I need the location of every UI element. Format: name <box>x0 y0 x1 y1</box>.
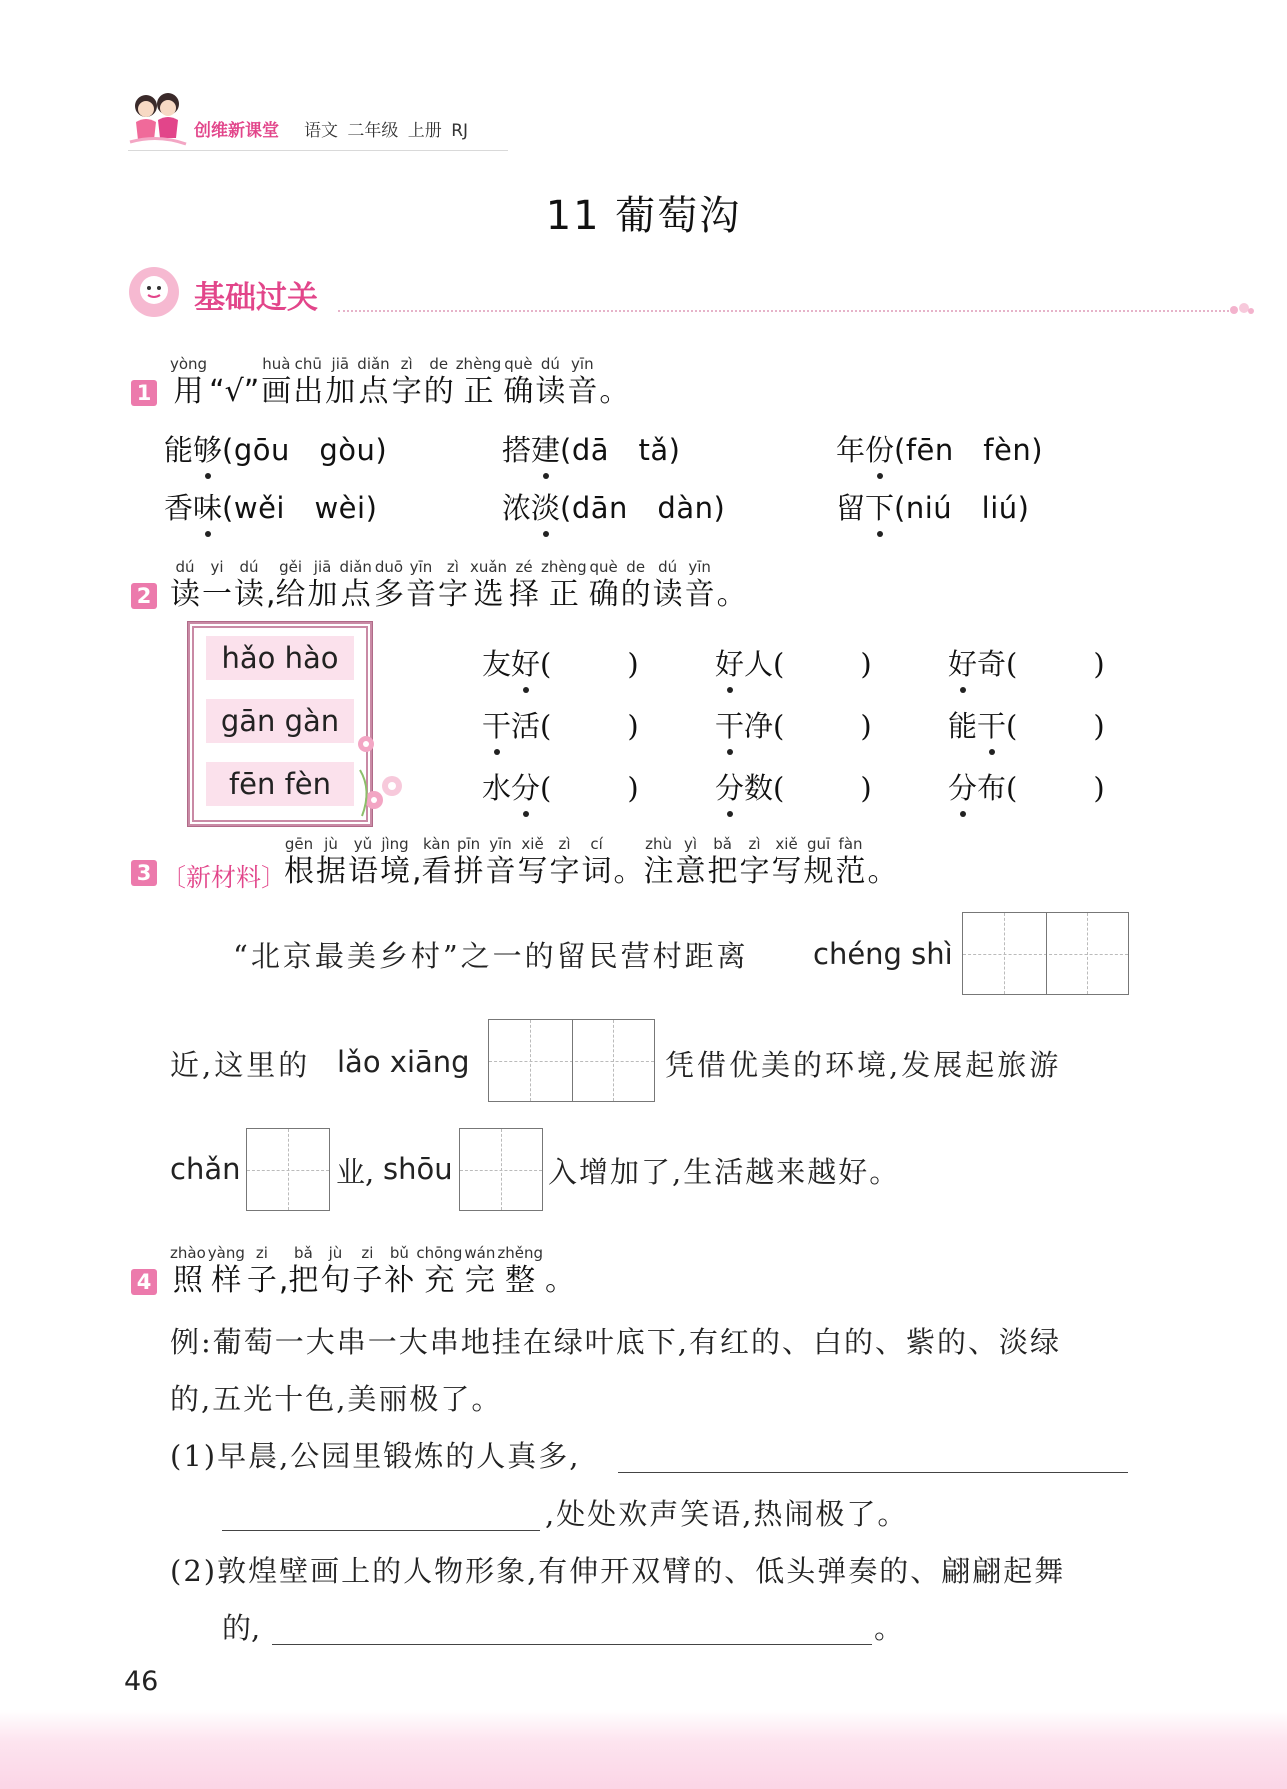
pinyin-annotation: yīn <box>688 558 711 576</box>
question-number: 3 <box>131 860 157 886</box>
dotted-char: 够 <box>193 428 222 469</box>
sentence-1-start: (1)早晨,公园里锻炼的人真多, <box>170 1439 581 1473</box>
kids-logo-icon <box>128 90 188 152</box>
word-char: 留 <box>836 491 866 525</box>
heading-char <box>416 1243 462 1299</box>
heading-char <box>422 834 452 890</box>
pinyin-annotation: jù <box>324 835 338 853</box>
hanzi: 根 <box>284 854 314 889</box>
pinyin-annotation: de <box>626 558 646 576</box>
heading-char <box>509 557 539 613</box>
dotted-char: 建 <box>531 428 560 469</box>
hanzi: , <box>266 577 276 612</box>
pinyin-annotation: yīn <box>409 558 433 576</box>
hanzi: 字 <box>549 854 580 889</box>
pinyin-annotation: chōng <box>416 1244 463 1262</box>
heading-char <box>497 1243 543 1299</box>
hanzi: 境 <box>380 854 410 889</box>
heading-char <box>320 1243 350 1299</box>
option-gan: gān gàn <box>206 699 354 743</box>
heading-char <box>279 1243 289 1299</box>
hanzi: 完 <box>464 1263 495 1298</box>
passage-line-2b: 凭借优美的环境,发展起旅游 <box>665 1048 1062 1082</box>
heading-char <box>582 834 612 890</box>
write-box-chan[interactable] <box>246 1128 330 1211</box>
header-divider <box>128 150 508 151</box>
write-box-chengshi[interactable] <box>962 912 1129 995</box>
pinyin-annotation: xiě <box>521 835 544 853</box>
pinyin-options: (fēn fèn) <box>894 433 1044 467</box>
pinyin-annotation: bǔ <box>389 1244 409 1262</box>
heading-char <box>276 557 306 613</box>
heading-char <box>348 834 378 890</box>
pinyin-annotation: zhào <box>170 1244 206 1262</box>
word-char: 搭 <box>502 433 532 467</box>
passage-line-1: “北京最美乡村”之一的留民营村距离 <box>233 939 749 973</box>
pinyin-options: (gōu gòu) <box>222 433 388 467</box>
pinyin-annotation: jiā <box>331 355 350 373</box>
hanzi: 给 <box>275 577 306 612</box>
hanzi: 音 <box>567 374 598 409</box>
hanzi: 注 <box>643 854 674 889</box>
hanzi: 读 <box>234 577 264 612</box>
hanzi: 。 <box>867 854 898 889</box>
dots-decoration-icon <box>1230 300 1254 316</box>
heading-char <box>614 834 644 890</box>
mascot-icon <box>128 266 180 318</box>
pinyin-annotation: yòng <box>170 355 208 373</box>
word-char: 分 <box>715 766 744 807</box>
answer-parentheses[interactable]: ( ) <box>1006 647 1111 681</box>
pinyin-options: (dān dàn) <box>560 491 726 525</box>
hanzi: 多 <box>373 577 404 612</box>
hanzi: 充 <box>424 1263 455 1298</box>
pinyin-laoxiang: lǎo xiāng <box>337 1045 470 1079</box>
page-number: 46 <box>124 1666 159 1697</box>
pinyin-annotation: zì <box>446 558 459 576</box>
reading-choice-item[interactable] <box>836 486 1029 527</box>
pinyin-annotation: zi <box>255 1244 268 1262</box>
heading-char <box>308 557 338 613</box>
word-char: 好 <box>511 642 540 683</box>
hanzi: 句 <box>320 1263 351 1298</box>
answer-line-2[interactable] <box>272 1644 872 1645</box>
answer-parentheses[interactable]: ( ) <box>1006 771 1111 805</box>
heading-char <box>685 557 715 613</box>
pinyin-annotation: huà <box>262 355 291 373</box>
pinyin-annotation: zhù <box>645 835 672 853</box>
pinyin-shou: shōu <box>383 1152 453 1186</box>
pinyin-annotation: bǎ <box>713 835 732 853</box>
pinyin-annotation: jiā <box>313 558 332 576</box>
sentence-1-end: ,处处欢声笑语,热闹极了。 <box>545 1497 909 1531</box>
heading-char <box>717 557 747 613</box>
pinyin-annotation: dú <box>658 558 678 576</box>
word-char: 分 <box>948 766 977 807</box>
question-number: 4 <box>131 1269 157 1295</box>
heading-char <box>772 834 802 890</box>
answer-parentheses[interactable]: ( ) <box>540 771 645 805</box>
hanzi: 整 <box>505 1263 536 1298</box>
hanzi: 确 <box>503 374 534 409</box>
pinyin-annotation: gěi <box>279 558 302 576</box>
word-char: 友 <box>482 647 512 681</box>
heading-char <box>653 557 683 613</box>
word-char: 能 <box>948 709 978 743</box>
pinyin-annotation: què <box>589 558 618 576</box>
heading-char <box>325 354 355 410</box>
answer-parentheses[interactable]: ( ) <box>540 709 645 743</box>
heading-char <box>454 834 484 890</box>
pinyin-annotation: zì <box>400 355 413 373</box>
section-title: 基础过关 <box>194 280 318 316</box>
heading-char <box>392 354 422 410</box>
hanzi: 补 <box>384 1263 415 1298</box>
answer-parentheses[interactable]: ( ) <box>773 771 878 805</box>
heading-char <box>293 354 323 410</box>
hanzi: 写 <box>771 854 802 889</box>
heading-char <box>518 834 548 890</box>
example-line-1: 例:葡萄一大串一大串地挂在绿叶底下,有红的、白的、紫的、淡绿 <box>170 1325 1061 1359</box>
heading-char <box>288 1243 318 1299</box>
pinyin-annotation: cí <box>590 835 603 853</box>
pinyin-options: (wěi wèi) <box>222 491 378 525</box>
pinyin-annotation: zé <box>515 558 533 576</box>
answer-line-1b[interactable] <box>222 1530 540 1531</box>
answer-parentheses[interactable]: ( ) <box>1006 709 1111 743</box>
heading-char <box>836 834 866 890</box>
hanzi: “√” <box>209 374 260 409</box>
pinyin-annotation: diǎn <box>339 558 372 576</box>
heading-char <box>644 834 674 890</box>
heading-char <box>384 1243 414 1299</box>
heading-char <box>804 834 834 890</box>
flower-decoration-icon <box>352 730 422 820</box>
word-char: 干 <box>715 704 744 745</box>
write-box-shou[interactable] <box>459 1128 543 1211</box>
section-divider <box>338 310 1233 312</box>
polyphone-item[interactable] <box>482 766 645 807</box>
hanzi: 读 <box>170 577 200 612</box>
option-hao: hǎo hào <box>206 636 354 680</box>
hanzi: 读 <box>652 577 683 612</box>
hanzi: 音 <box>405 577 436 612</box>
heading-char <box>438 557 468 613</box>
heading-char <box>676 834 706 890</box>
hanzi: 写 <box>517 854 548 889</box>
reading-choice-item[interactable] <box>836 428 1043 469</box>
answer-parentheses[interactable]: ( ) <box>540 647 645 681</box>
pinyin-annotation: gēn <box>284 835 314 853</box>
hanzi: 点 <box>358 374 389 409</box>
hanzi: 规 <box>803 854 834 889</box>
pinyin-annotation: yǔ <box>353 835 373 853</box>
pinyin-annotation: jìng <box>381 835 409 853</box>
hanzi: 意 <box>675 854 706 889</box>
heading-char <box>550 834 580 890</box>
hanzi: 读 <box>535 374 566 409</box>
pinyin-annotation: bǎ <box>294 1244 313 1262</box>
hanzi: 确 <box>588 577 619 612</box>
word-char: 年 <box>836 433 866 467</box>
heading-char <box>374 557 404 613</box>
hanzi: 正 <box>463 374 494 409</box>
hanzi: 范 <box>835 854 866 889</box>
heading-char <box>470 557 507 613</box>
heading-char <box>380 834 410 890</box>
heading-char <box>599 354 629 410</box>
heading-char <box>234 557 264 613</box>
pinyin-annotation: zhèng <box>541 558 587 576</box>
reading-choice-item[interactable] <box>502 428 680 469</box>
hanzi: 正 <box>548 577 579 612</box>
pinyin-options: (dā tǎ) <box>560 433 681 467</box>
answer-parentheses[interactable]: ( ) <box>773 709 878 743</box>
polyphone-item[interactable] <box>715 642 878 683</box>
passage-line-2a: 近,这里的 <box>170 1048 311 1082</box>
heading-char <box>486 834 516 890</box>
heading-char <box>170 354 207 410</box>
pinyin-annotation: dú <box>239 558 259 576</box>
heading-char <box>464 1243 495 1299</box>
dotted-char: 味 <box>193 486 222 527</box>
answer-parentheses[interactable]: ( ) <box>773 647 878 681</box>
pinyin-annotation: diǎn <box>357 355 390 373</box>
heading-char <box>621 557 651 613</box>
hanzi: 音 <box>485 854 516 889</box>
pinyin-annotation: zì <box>558 835 571 853</box>
word-char: 水 <box>482 771 512 805</box>
pinyin-annotation: chū <box>294 355 322 373</box>
question-2-heading <box>170 557 747 613</box>
heading-char <box>352 1243 382 1299</box>
hanzi: 择 <box>509 577 540 612</box>
polyphone-item[interactable] <box>715 766 878 807</box>
pinyin-annotation: yi <box>210 558 224 576</box>
question-1-heading <box>170 354 629 410</box>
heading-char <box>284 834 314 890</box>
hanzi: 看 <box>421 854 452 889</box>
word-char: 香 <box>164 491 194 525</box>
pinyin-annotation: què <box>504 355 533 373</box>
answer-line-1a[interactable] <box>618 1472 1128 1473</box>
question-3-heading <box>284 834 898 890</box>
word-char: 人 <box>744 647 774 681</box>
question-number: 1 <box>131 380 157 406</box>
heading-char <box>567 354 597 410</box>
word-char: 干 <box>977 704 1006 745</box>
hanzi: , <box>412 854 422 889</box>
hanzi: 。 <box>599 374 630 409</box>
heading-char <box>357 354 389 410</box>
word-char: 净 <box>744 709 774 743</box>
passage-line-3b: 入增加了,生活越来越好。 <box>548 1155 901 1189</box>
new-material-tag: 〔新材料〕 <box>161 863 287 892</box>
hanzi: 字 <box>391 374 422 409</box>
heading-char <box>545 1243 575 1299</box>
heading-char <box>261 354 291 410</box>
pinyin-annotation: kàn <box>422 835 451 853</box>
hanzi: 子 <box>352 1263 383 1298</box>
pinyin-annotation: zi <box>361 1244 374 1262</box>
hanzi: 用 <box>173 374 204 409</box>
pinyin-annotation: yàng <box>207 1244 245 1262</box>
heading-char <box>424 354 454 410</box>
hanzi: 一 <box>202 577 232 612</box>
book-info: 语文 二年级 上册 RJ <box>304 121 469 141</box>
reading-choice-item[interactable] <box>502 486 725 527</box>
word-char: 好 <box>715 642 744 683</box>
word-char: 能 <box>164 433 194 467</box>
pinyin-annotation: duō <box>374 558 404 576</box>
footer-band <box>0 1710 1287 1789</box>
reading-choice-item[interactable] <box>164 428 387 469</box>
heading-char <box>708 834 738 890</box>
pinyin-options-frame <box>188 622 372 826</box>
heading-char <box>535 354 565 410</box>
pinyin-annotation: xiě <box>775 835 798 853</box>
heading-char <box>406 557 436 613</box>
heading-char <box>266 557 276 613</box>
hanzi: 把 <box>707 854 738 889</box>
hanzi: 音 <box>684 577 715 612</box>
dotted-char: 淡 <box>531 486 560 527</box>
section-bar <box>128 266 1128 316</box>
sentence-2-start: (2)敦煌壁画上的人物形象,有伸开双臂的、低头弹奏的、翩翩起舞 <box>170 1554 1066 1588</box>
sentence-2-end: 。 <box>874 1611 904 1645</box>
heading-char <box>541 557 587 613</box>
polyphone-item[interactable] <box>948 766 1111 807</box>
heading-char <box>412 834 422 890</box>
pinyin-chan: chǎn <box>170 1152 241 1186</box>
hanzi: 把 <box>288 1263 319 1298</box>
pinyin-annotation: yì <box>684 835 698 853</box>
hanzi: 的 <box>423 374 454 409</box>
heading-char <box>589 557 619 613</box>
hanzi: , <box>278 1263 289 1298</box>
word-char: 好 <box>948 642 977 683</box>
pinyin-annotation: yīn <box>489 835 512 853</box>
heading-char <box>208 1243 245 1299</box>
pinyin-annotation: guī <box>806 835 831 853</box>
hanzi: 拼 <box>453 854 484 889</box>
hanzi: 据 <box>316 854 346 889</box>
pinyin-annotation: xuǎn <box>469 558 508 576</box>
dotted-char: 份 <box>865 428 894 469</box>
pinyin-annotation: yīn <box>571 355 594 373</box>
word-char: 布 <box>977 771 1007 805</box>
reading-choice-item[interactable] <box>164 486 377 527</box>
pinyin-annotation: de <box>429 355 449 373</box>
hanzi: 。 <box>613 854 644 889</box>
heading-char <box>503 354 533 410</box>
sentence-2-continue: 的, <box>222 1611 261 1645</box>
polyphone-item[interactable] <box>482 704 645 745</box>
polyphone-item[interactable] <box>948 704 1111 745</box>
hanzi: 子 <box>246 1263 277 1298</box>
passage-line-3a: 业, <box>336 1155 375 1189</box>
hanzi: 。 <box>544 1263 575 1298</box>
word-char: 分 <box>511 766 540 807</box>
page-header <box>128 86 1128 156</box>
heading-char <box>170 1243 206 1299</box>
polyphone-item[interactable] <box>948 642 1111 683</box>
heading-char <box>740 834 770 890</box>
hanzi: 画 <box>261 374 292 409</box>
pinyin-annotation: zì <box>748 835 761 853</box>
pinyin-annotation: fàn <box>838 835 863 853</box>
pinyin-annotation: zhèng <box>455 355 502 373</box>
pinyin-chengshi: chéng shì <box>813 937 953 971</box>
hanzi: 的 <box>620 577 651 612</box>
hanzi: 语 <box>348 854 378 889</box>
hanzi: 。 <box>716 577 747 612</box>
pinyin-annotation: jù <box>328 1244 343 1262</box>
word-char: 浓 <box>502 491 532 525</box>
example-line-2: 的,五光十色,美丽极了。 <box>170 1382 503 1416</box>
pinyin-annotation: pīn <box>456 835 481 853</box>
question-4-heading <box>170 1243 575 1299</box>
polyphone-item[interactable] <box>715 704 878 745</box>
hanzi: 词 <box>581 854 612 889</box>
hanzi: 字 <box>739 854 770 889</box>
polyphone-item[interactable] <box>482 642 645 683</box>
write-box-laoxiang[interactable] <box>488 1019 655 1102</box>
pinyin-annotation: wán <box>464 1244 496 1262</box>
hanzi: 字 <box>437 577 468 612</box>
heading-char <box>868 834 898 890</box>
heading-char <box>316 834 346 890</box>
hanzi: 加 <box>307 577 338 612</box>
dotted-char: 下 <box>865 486 894 527</box>
hanzi: 出 <box>293 374 324 409</box>
pinyin-annotation: dú <box>540 355 560 373</box>
pinyin-annotation: dú <box>175 558 195 576</box>
hanzi: 照 <box>172 1263 203 1298</box>
brand-name: 创维新课堂 <box>194 121 279 141</box>
heading-char <box>340 557 372 613</box>
word-char: 奇 <box>977 647 1007 681</box>
word-char: 活 <box>511 709 541 743</box>
page-title: 11 葡萄沟 <box>545 193 742 239</box>
heading-char <box>209 354 259 410</box>
hanzi: 加 <box>325 374 356 409</box>
option-fen: fēn fèn <box>206 762 354 806</box>
heading-char <box>202 557 232 613</box>
pinyin-options: (niú liú) <box>894 491 1030 525</box>
heading-char <box>247 1243 277 1299</box>
hanzi: 样 <box>211 1263 242 1298</box>
heading-char <box>456 354 502 410</box>
pinyin-annotation: zhěng <box>497 1244 543 1262</box>
word-char: 数 <box>744 771 774 805</box>
question-number: 2 <box>131 583 157 609</box>
hanzi: 点 <box>340 577 371 612</box>
hanzi: 选 <box>473 577 504 612</box>
word-char: 干 <box>482 704 511 745</box>
heading-char <box>170 557 200 613</box>
